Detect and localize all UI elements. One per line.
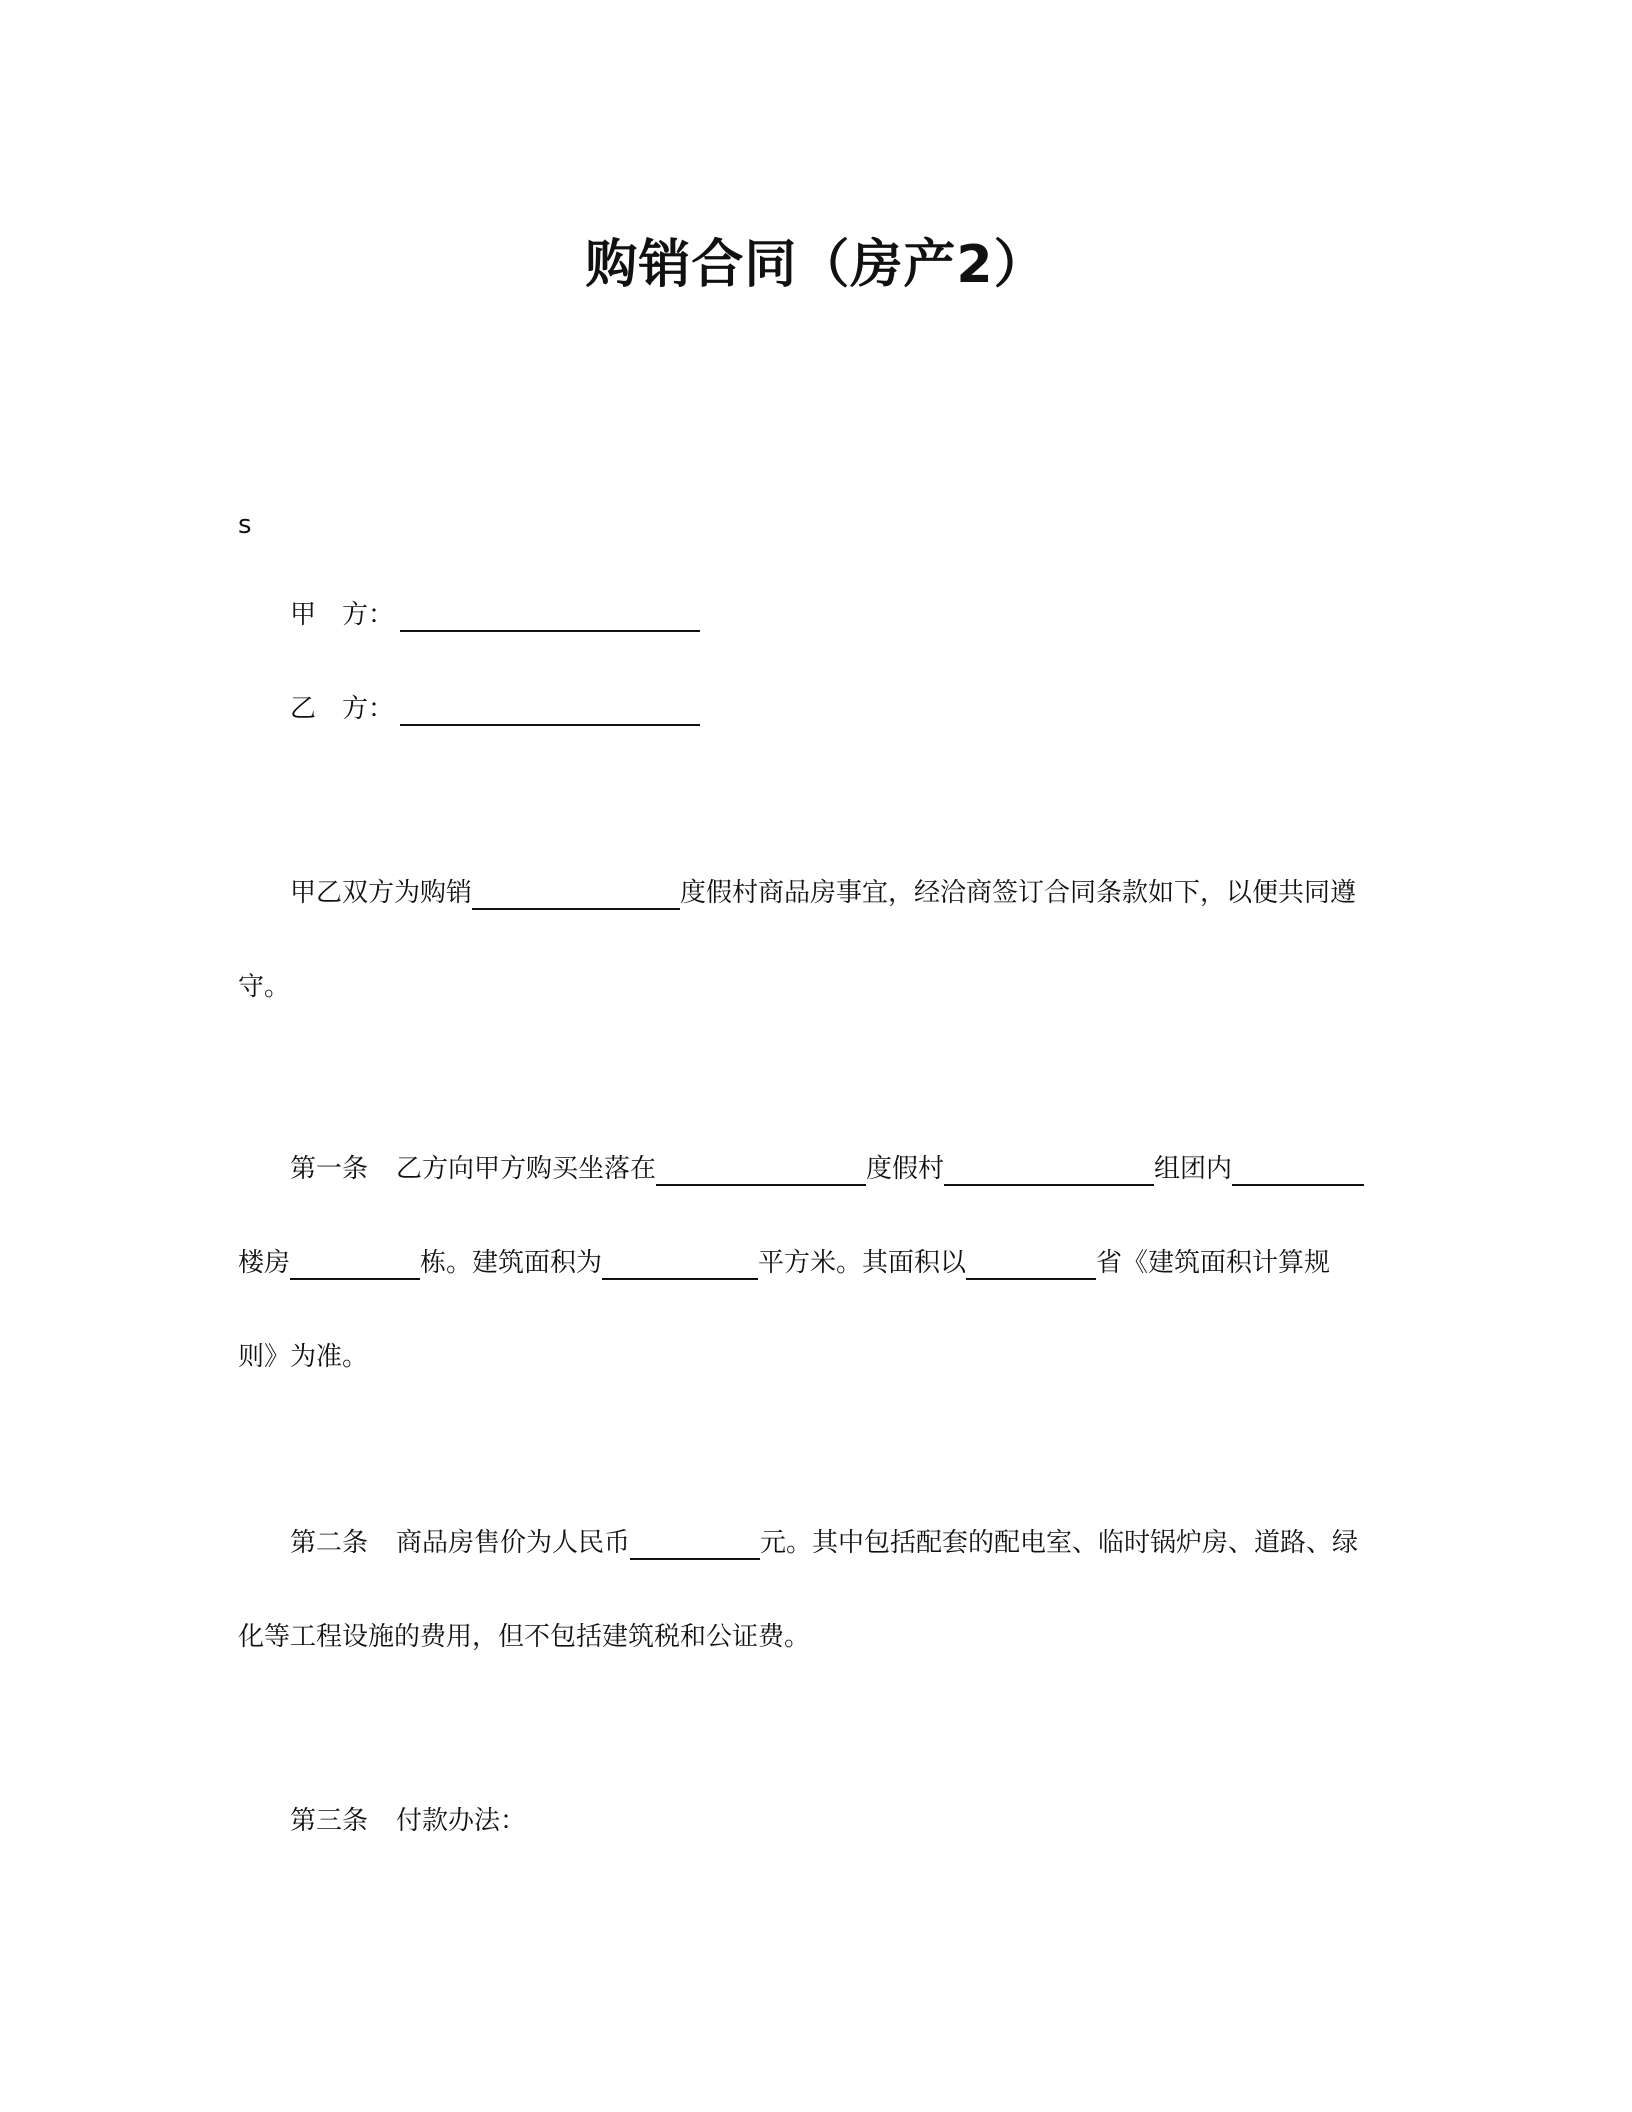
- intro-text-2: 度假村商品房事宜，经洽商签订合同条款如下，以便共同遵: [680, 878, 1357, 908]
- party-b-label-char: 乙: [290, 694, 317, 724]
- article-1-text-3: 组团内: [1154, 1154, 1233, 1184]
- document-title: 购销合同（房产2）: [585, 235, 1047, 295]
- article-1-blank-village: [944, 1154, 1154, 1186]
- article-3-text-1: 付款办法：: [396, 1806, 527, 1836]
- article-1-blank-area: [602, 1248, 758, 1280]
- article-1-blank-group: [1232, 1154, 1364, 1186]
- article-2-number: 第二条: [290, 1528, 369, 1558]
- article-1-line-3: 则》为准。: [238, 1342, 369, 1372]
- party-a-line: [290, 598, 700, 632]
- article-1-text-6: 平方米。其面积以: [758, 1248, 967, 1278]
- intro-text-1: 甲乙双方为购销: [290, 878, 473, 908]
- party-a-blank: [400, 600, 700, 632]
- party-b-line: [290, 692, 700, 726]
- article-1-blank-building: [290, 1248, 420, 1280]
- article-3-number: 第三条: [290, 1806, 369, 1836]
- intro-line-1: [290, 876, 1356, 910]
- article-1-text-4: 楼房: [238, 1248, 291, 1278]
- article-2-line-1: [290, 1526, 1358, 1560]
- intro-line-2: 守。: [238, 972, 291, 1002]
- article-1-text-5: 栋。建筑面积为: [420, 1248, 603, 1278]
- party-a-label-char: 甲: [290, 600, 317, 630]
- article-1-text-2: 度假村: [866, 1154, 945, 1184]
- article-1-number: 第一条: [290, 1154, 369, 1184]
- article-1-text-7: 省《建筑面积计算规: [1096, 1248, 1331, 1278]
- article-2-blank-price: [630, 1528, 760, 1560]
- stray-character: s: [238, 510, 252, 540]
- party-b-label-rest: 方：: [342, 694, 395, 724]
- article-2-text-1: 商品房售价为人民币: [396, 1528, 631, 1558]
- article-1-text-1: 乙方向甲方购买坐落在: [396, 1154, 657, 1184]
- article-1-line-2: [238, 1246, 1330, 1280]
- party-a-label-rest: 方：: [342, 600, 395, 630]
- article-1-blank-province: [966, 1248, 1096, 1280]
- party-b-blank: [400, 694, 700, 726]
- article-2-text-2: 元。其中包括配套的配电室、临时锅炉房、道路、绿: [760, 1528, 1359, 1558]
- article-3-line-1: [290, 1804, 526, 1838]
- intro-blank: [472, 878, 680, 910]
- article-2-line-2: 化等工程设施的费用，但不包括建筑税和公证费。: [238, 1622, 811, 1652]
- article-1-line-1: [290, 1152, 1364, 1186]
- article-1-blank-location: [656, 1154, 866, 1186]
